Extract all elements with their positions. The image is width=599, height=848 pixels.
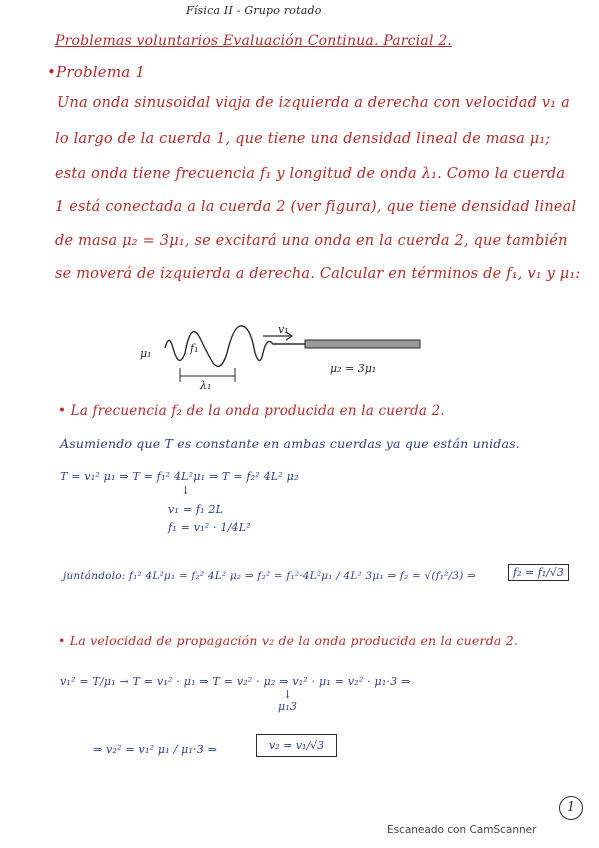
statement-line: lo largo de la cuerda 1, que tiene una densidad lineal de masa μ₁;: [55, 131, 551, 147]
page-header: Física II - Grupo rotado: [186, 4, 322, 17]
page-title: Problemas voluntarios Evaluación Continua. Parcial 2.: [55, 33, 453, 49]
equation-line: ⇒ v₂² = v₁² μ₁ / μ₁·3 ⇒: [93, 743, 218, 756]
equation-line: f₁ = v₁² · 1/4L²: [168, 521, 251, 534]
equation-line: T = v₁² μ₁ ⇒ T = f₁² 4L²μ₁ ⇒ T = f₂² 4L² μ₂: [60, 470, 299, 483]
problem-heading: •Problema 1: [47, 63, 146, 81]
answer-b-box: v₂ = v₁/√3: [256, 734, 337, 757]
question-b: • La velocidad de propagación v₂ de la onda producida en la cuerda 2.: [58, 633, 519, 648]
f1-label: f₁: [190, 342, 199, 355]
equation-line: v₁ = f₁ 2L: [168, 503, 224, 516]
statement-line: Una onda sinusoidal viaja de izquierda a derecha con velocidad v₁ a: [57, 95, 570, 111]
statement-line: 1 está conectada a la cuerda 2 (ver figura), que tiene densidad lineal: [55, 199, 577, 215]
page-number: 1: [559, 796, 583, 820]
equation-line: μ₁3: [278, 700, 298, 713]
lambda1-label: λ₁: [200, 379, 212, 392]
v1-label: v₁: [278, 323, 289, 336]
equation-line: juntándolo: f₁² 4L²μ₁ = f₂² 4L² μ₂ ⇒ f₂² = f₁²·4L²μ₁ / 4L² 3μ₁ ⇒ f₂ = √(f₁²/3) ⇒: [63, 570, 477, 582]
rope-wave-figure: [155, 318, 425, 393]
mu1-label: μ₁: [140, 347, 152, 360]
answer-a-box: f₂ = f₁/√3: [508, 564, 569, 581]
statement-line: esta onda tiene frecuencia f₁ y longitud de onda λ₁. Como la cuerda: [55, 166, 566, 182]
arrow-down: ↓: [283, 688, 293, 701]
question-a: • La frecuencia f₂ de la onda producida en la cuerda 2.: [58, 403, 445, 419]
statement-line: se moverá de izquierda a derecha. Calcular en términos de f₁, v₁ y μ₁:: [55, 266, 581, 282]
mu2-label: μ₂ = 3μ₁: [330, 362, 377, 375]
rope-2: [305, 340, 420, 348]
scanner-watermark: Escaneado con CamScanner: [387, 824, 537, 836]
statement-line: de masa μ₂ = 3μ₁, se excitará una onda en la cuerda 2, que también: [55, 233, 568, 249]
equation-line: v₁² = T/μ₁ → T = v₁² · μ₁ ⇒ T = v₂² · μ₂ ⇒ v₁² · μ₁ = v₂² · μ₁·3 ⇒: [60, 675, 411, 688]
arrow-down: ↓: [181, 484, 191, 497]
assumption-text: Asumiendo que T es constante en ambas cuerdas ya que están unidas.: [60, 436, 520, 451]
